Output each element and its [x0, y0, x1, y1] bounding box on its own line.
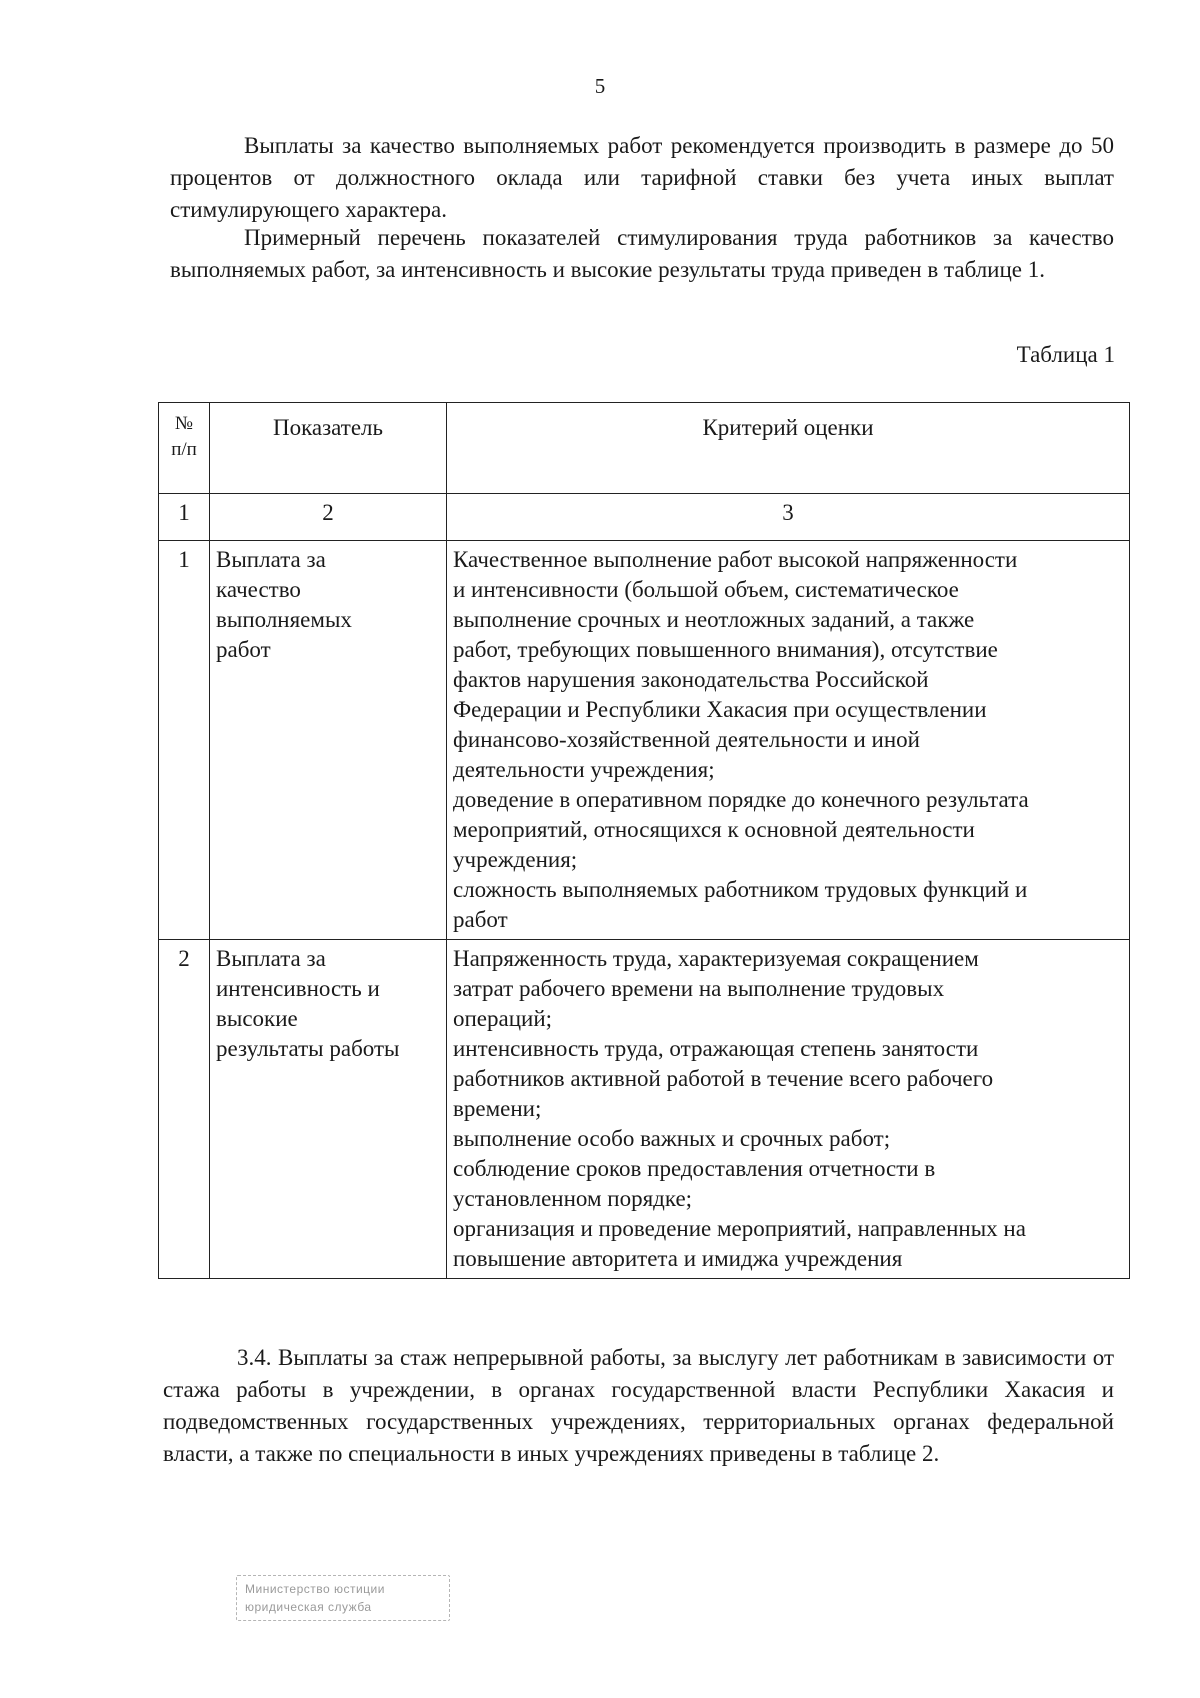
criterion-line: финансово-хозяйственной деятельности и иной [453, 727, 920, 752]
paragraph-quality-payments: Выплаты за качество выполняемых работ рекомендуется производить в размере до 50 процентов от должностного оклада или тарифной ставки без учета иных выплат стимулирующего характера. [170, 133, 1114, 222]
header-criterion-cell: Критерий оценки [447, 403, 1130, 494]
stamp-line-1: Министерство юстиции [245, 1582, 385, 1596]
indicator-line: Выплата за [216, 547, 326, 572]
paragraph-indicator-list: Примерный перечень показателей стимулирования труда работников за качество выполняемых работ, за интенсивность и высокие результаты труда приведен в таблице 1. [170, 225, 1114, 282]
index-cell-3: 3 [447, 494, 1130, 541]
row-criterion-cell [447, 541, 1130, 940]
indicator-line: результаты работы [216, 1036, 400, 1061]
criterion-line: деятельности учреждения; [453, 757, 715, 782]
row-number-cell: 2 [159, 940, 210, 1279]
indicator-line: интенсивность и [216, 976, 380, 1001]
indicator-line: работ [216, 637, 271, 662]
header-number-abbrev: п/п [171, 439, 197, 460]
criterion-line: фактов нарушения законодательства Российской [453, 667, 929, 692]
table-index-row [159, 494, 1130, 541]
table-row [159, 940, 1130, 1279]
criterion-line: операций; [453, 1006, 553, 1031]
criterion-line: сложность выполняемых работником трудовых функций и [453, 877, 1028, 902]
criterion-line: работников активной работой в течение всего рабочего [453, 1066, 994, 1091]
indicator-line: качество [216, 577, 301, 602]
criterion-line: выполнение особо важных и срочных работ; [453, 1126, 891, 1151]
table-row [159, 541, 1130, 940]
criterion-line: соблюдение сроков предоставления отчетности в [453, 1156, 936, 1181]
index-cell-2: 2 [210, 494, 447, 541]
criterion-line: учреждения; [453, 847, 578, 872]
table-header-row [159, 403, 1130, 494]
criterion-line: Федерации и Республики Хакасия при осуществлении [453, 697, 987, 722]
criterion-line: мероприятий, относящихся к основной деятельности [453, 817, 975, 842]
header-number-symbol: № [174, 413, 194, 434]
index-cell-1: 1 [159, 494, 210, 541]
stamp-line-2: юридическая служба [245, 1600, 372, 1614]
row-indicator-cell [210, 940, 447, 1279]
row-indicator-cell [210, 541, 447, 940]
row-criterion-cell [447, 940, 1130, 1279]
indicator-line: выполняемых [216, 607, 352, 632]
paragraph-seniority-payments: 3.4. Выплаты за стаж непрерывной работы, за выслугу лет работникам в зависимости от стажа работы в учреждении, в органах государственной власти Республики Хакасия и подведомственных государственных учреждениях, территориальных органах федеральной власти, а также по специальности в иных учреждениях приведены в таблице 2. [163, 1345, 1114, 1466]
criteria-table [158, 402, 1130, 1279]
criterion-line: установленном порядке; [453, 1186, 693, 1211]
criterion-line: работ, требующих повышенного внимания), отсутствие [453, 637, 998, 662]
criterion-line: затрат рабочего времени на выполнение трудовых [453, 976, 945, 1001]
row-number-cell: 1 [159, 541, 210, 940]
criterion-line: работ [453, 907, 508, 932]
criterion-line: времени; [453, 1096, 542, 1121]
indicator-line: высокие [216, 1006, 298, 1031]
page-number: 5 [594, 74, 606, 98]
criterion-line: и интенсивности (большой объем, систематическое [453, 577, 959, 602]
header-number-cell [159, 403, 210, 494]
criterion-line: выполнение срочных и неотложных заданий, а также [453, 607, 975, 632]
indicator-line: Выплата за [216, 946, 326, 971]
table-caption: Таблица 1 [1016, 342, 1115, 367]
criterion-line: Качественное выполнение работ высокой напряженности [453, 547, 1018, 572]
criterion-line: интенсивность труда, отражающая степень занятости [453, 1036, 979, 1061]
criterion-line: организация и проведение мероприятий, направленных на [453, 1216, 1026, 1241]
registration-stamp [236, 1575, 450, 1621]
criterion-line: повышение авторитета и имиджа учреждения [453, 1246, 903, 1271]
criterion-line: доведение в оперативном порядке до конечного результата [453, 787, 1029, 812]
criterion-line: Напряженность труда, характеризуемая сокращением [453, 946, 979, 971]
header-indicator-cell: Показатель [210, 403, 447, 494]
